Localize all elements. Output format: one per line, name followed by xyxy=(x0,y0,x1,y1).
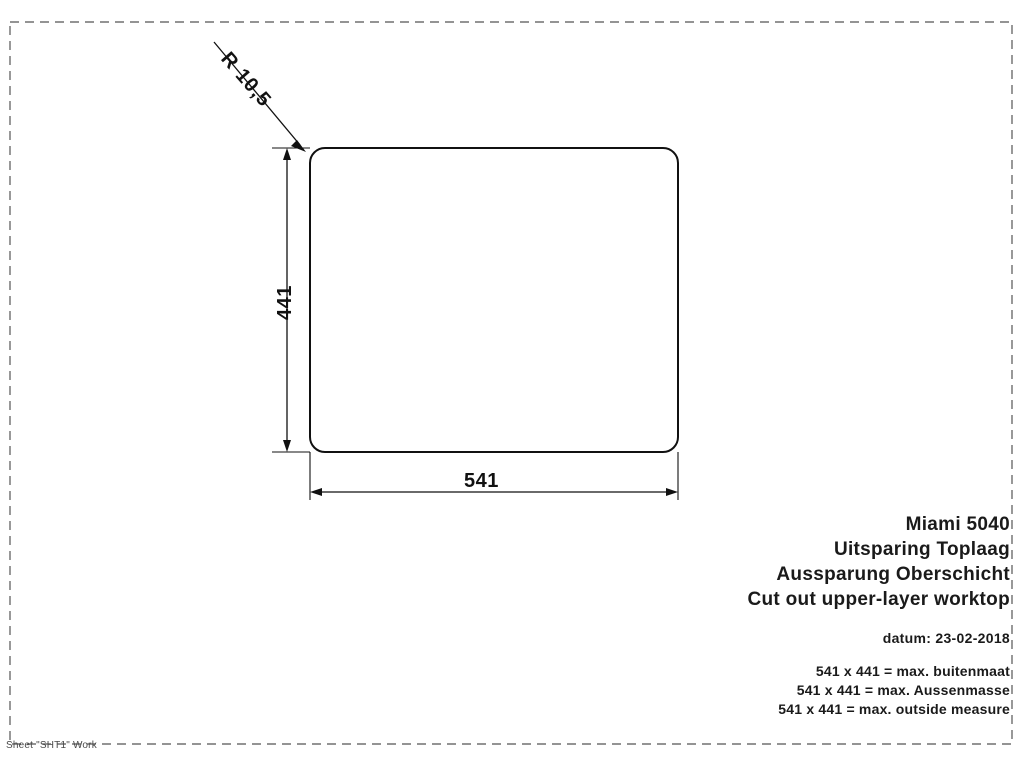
note-line-en: 541 x 441 = max. outside measure xyxy=(778,701,1010,717)
measure-notes xyxy=(450,662,1010,719)
arrowhead-height-top xyxy=(283,148,291,160)
title-line-de: Aussparung Oberschicht xyxy=(776,564,1010,585)
dimension-label-height: 441 xyxy=(274,285,296,320)
note-line-nl: 541 x 441 = max. buitenmaat xyxy=(815,663,1010,679)
arrowhead-height-bottom xyxy=(283,440,291,452)
title-block xyxy=(450,512,1010,719)
title-line-en: Cut out upper-layer worktop xyxy=(747,589,1010,610)
title-line-nl: Uitsparing Toplaag xyxy=(833,539,1010,560)
dimension-label-width: 541 xyxy=(464,470,499,492)
dimension-label-radius: R 10,5 xyxy=(216,48,276,112)
arrowhead-width-right xyxy=(666,488,678,496)
arrowhead-width-left xyxy=(310,488,322,496)
cutout-outline xyxy=(310,148,678,452)
sheet-footer-label: Sheet "SHT1" Work xyxy=(6,740,97,751)
drawing-date: datum: 23-02-2018 xyxy=(882,630,1010,646)
arrowhead-radius xyxy=(291,140,306,152)
note-line-de: 541 x 441 = max. Aussenmasse xyxy=(796,682,1010,698)
title-line-model: Miami 5040 xyxy=(905,514,1010,535)
